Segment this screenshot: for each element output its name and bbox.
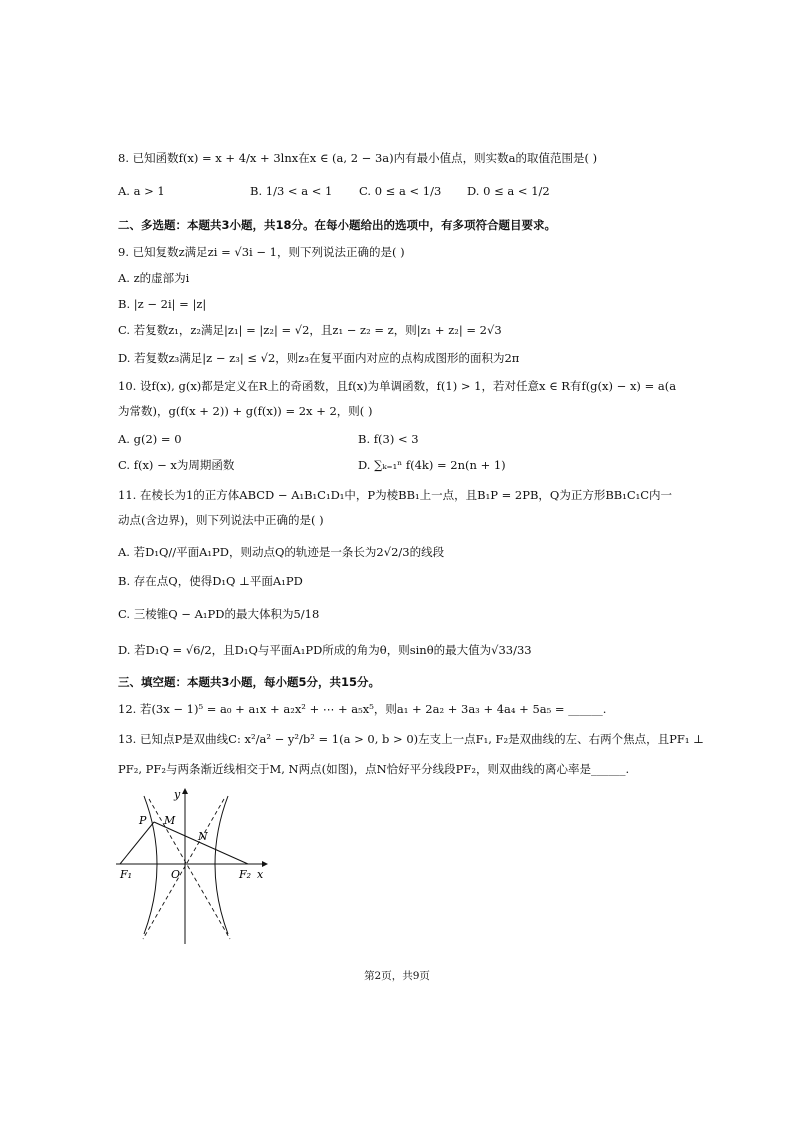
q13-stem-line2: PF₂, PF₂与两条渐近线相交于M, N两点(如图)，点N恰好平分线段PF₂，则双曲线的离心率是______.	[118, 762, 630, 776]
q13-stem-line1: 13. 已知点P是双曲线C: x²/a² − y²/b² = 1(a > 0, b > 0)左支上一点F₁, F₂是双曲线的左、右两个焦点，且PF₁ ⊥	[118, 732, 704, 746]
q8-option-c: C. 0 ≤ a < 1/3	[359, 184, 442, 198]
q10-stem-line1: 10. 设f(x), g(x)都是定义在R上的奇函数，且f(x)为单调函数，f(1) > 1，若对任意x ∈ R有f(g(x) − x) = a(a	[118, 379, 677, 393]
q8-option-b: B. 1/3 < a < 1	[250, 184, 333, 198]
label-f2: F₂	[239, 868, 252, 881]
label-y: y	[174, 788, 181, 801]
q9-option-a: A. z的虚部为i	[118, 271, 190, 285]
q10-option-d: D. ∑ₖ₌₁ⁿ f(4k) = 2n(n + 1)	[358, 458, 506, 472]
segment-pf2	[154, 822, 248, 864]
label-m: M	[164, 814, 176, 827]
q9-option-b: B. |z − 2i| = |z|	[118, 297, 207, 311]
q11-stem-line1: 11. 在棱长为1的正方体ABCD − A₁B₁C₁D₁中，P为棱BB₁上一点，且B₁P = 2PB，Q为正方形BB₁C₁C内一	[118, 488, 673, 502]
q10-stem-line2: 为常数)，g(f(x + 2)) + g(f(x)) = 2x + 2，则( )	[118, 404, 373, 418]
q10-option-c: C. f(x) − x为周期函数	[118, 458, 235, 472]
segment-pf1	[120, 822, 154, 864]
page-footer: 第2页，共9页	[364, 970, 430, 982]
label-p: P	[139, 814, 147, 827]
q12-stem: 12. 若(3x − 1)⁵ = a₀ + a₁x + a₂x² + ⋯ + a₅x⁵，则a₁ + 2a₂ + 3a₃ + 4a₄ + 5a₅ = ______.	[118, 702, 607, 716]
q8-stem: 8. 已知函数f(x) = x + 4/x + 3lnx在x ∈ (a, 2 − 3a)内有最小值点，则实数a的取值范围是( )	[118, 151, 598, 165]
q10-option-a: A. g(2) = 0	[118, 432, 182, 446]
q9-stem: 9. 已知复数z满足zi = √3i − 1，则下列说法正确的是( )	[118, 245, 405, 259]
y-axis-arrow	[182, 788, 188, 794]
label-n: N	[198, 830, 208, 843]
q11-option-d: D. 若D₁Q = √6/2，且D₁Q与平面A₁PD所成的角为θ，则sinθ的最大值为√33/33	[118, 643, 532, 657]
q11-option-b: B. 存在点Q，使得D₁Q ⊥平面A₁PD	[118, 574, 303, 588]
hyperbola-figure	[112, 784, 282, 950]
asymptote-1	[149, 799, 230, 939]
asymptote-2	[143, 799, 224, 939]
section-3-heading: 三、填空题：本题共3小题，每小题5分，共15分。	[118, 675, 381, 689]
q11-option-a: A. 若D₁Q//平面A₁PD，则动点Q的轨迹是一条长为2√2/3的线段	[118, 545, 445, 559]
q10-option-b: B. f(3) < 3	[358, 432, 419, 446]
x-axis-arrow	[262, 861, 268, 867]
q11-stem-line2: 动点(含边界)，则下列说法中正确的是( )	[118, 513, 324, 527]
q9-option-d: D. 若复数z₃满足|z − z₃| ≤ √2，则z₃在复平面内对应的点构成图形的面积为2π	[118, 351, 520, 365]
q11-option-c: C. 三棱锥Q − A₁PD的最大体积为5/18	[118, 607, 320, 621]
section-2-heading: 二、多选题：本题共3小题，共18分。在每小题给出的选项中，有多项符合题目要求。	[118, 218, 557, 232]
label-o: O	[171, 868, 181, 881]
hyperbola-right-branch	[215, 796, 228, 934]
label-x: x	[257, 868, 264, 881]
q8-option-a: A. a > 1	[118, 184, 165, 198]
label-f1: F₁	[120, 868, 133, 881]
q9-option-c: C. 若复数z₁，z₂满足|z₁| = |z₂| = √2，且z₁ − z₂ = z，则|z₁ + z₂| = 2√3	[118, 323, 502, 337]
q8-option-d: D. 0 ≤ a < 1/2	[467, 184, 550, 198]
